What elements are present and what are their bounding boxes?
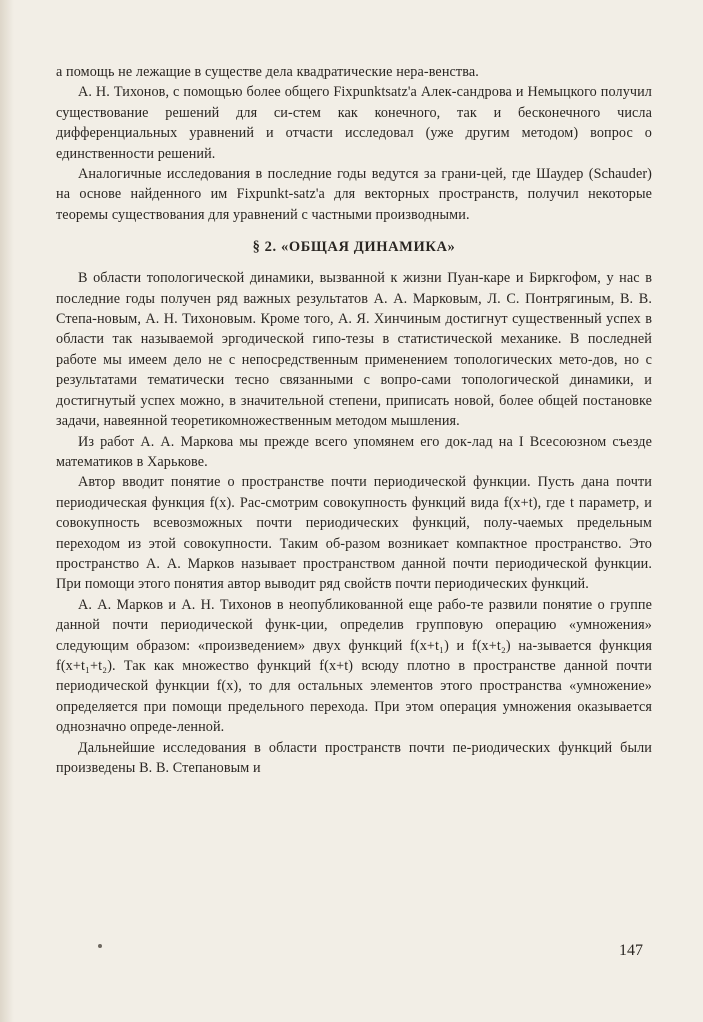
ink-dot [98, 944, 102, 948]
section-heading: § 2. «ОБЩАЯ ДИНАМИКА» [252, 239, 456, 256]
page-edge-shadow [0, 0, 14, 1022]
paragraph-further-research: Дальнейшие исследования в области пространств почти пе-риодических функций были произведены В. В. Степановым и [56, 739, 652, 776]
paragraph-schauder: Аналогичные исследования в последние годы ведутся за грани-цей, где Шаудер (Schauder) на основе найденного им Fixpunkt-satz'а для векторных пространств, получил некоторые теоремы существования для уравнений с частными производными. [56, 166, 652, 223]
book-page [56, 62, 652, 778]
paragraph-continuation: а помощь не лежащие в существе дела квадратические нера-венства. [56, 64, 479, 80]
page-number: 147 [619, 942, 643, 959]
paragraph-almost-periodic-space: Автор вводит понятие о пространстве почти периодической функции. Пусть дана почти периодическая функция f(x). Рас-смотрим совокупность функций вида f(x+t), где t параметр, и совокупность всевозможных почти периодических функций, полу-чаемых предельным переходом из этой совокупности. Таким об-разом возникает компактное пространство. Это пространство А. А. Марков называет пространством данной почти периодической функции. При помощи этого понятия автор выводит ряд свойств почти периодических функций. [56, 474, 652, 593]
paragraph-topological-dynamics: В области топологической динамики, вызванной к жизни Пуан-каре и Биркгофом, у нас в последние годы получен ряд важных результатов А. А. Марковым, Л. С. Понтрягиным, В. В. Степа-новым, А. Н. Тихоновым. Кроме того, А. Я. Хинчиным достигнут существенный успех в области так называемой эргодической гипо-тезы в статистической механике. В последней работе мы имеем дело не с непосредственным применением топологических мето-дов, но с результатами тематически тесно связанными с вопро-сами топологической динамики, и достигнутый успех можно, в значительной степени, приписать новой, более общей постановке задачи, навеянной теоретикомножественным методом мышления. [56, 270, 652, 430]
paragraph-tikhonov: А. Н. Тихонов, с помощью более общего Fixpunktsatz'а Алек-сандрова и Немыцкого получил существование решений для си-стем как конечного, так и бесконечного числа дифференциальных уравнений и отчасти исследовал (уже другим методом) вопрос о единственности решений. [56, 84, 652, 162]
paragraph-group-operation: А. А. Марков и А. Н. Тихонов в неопубликованной еще рабо-те развили понятие о группе данной почти периодической функ-ции, определив групповую операцию «умножения» следующим образом: «произведением» двух функций f(x+t₁) и f(x+t₂) на-зывается функция f(x+t₁+t₂). Так как множество функций f(x+t) всюду плотно в пространстве данной почти периодической функции f(x), то для остальных элементов этого пространства «умножение» определяется при помощи предельного перехода. При этом операция умножения оказывается однозначно опреде-ленной. [56, 596, 652, 736]
paragraph-markov-report: Из работ А. А. Маркова мы прежде всего упомянем его док-лад на I Всесоюзном съезде математиков в Харькове. [56, 433, 652, 470]
